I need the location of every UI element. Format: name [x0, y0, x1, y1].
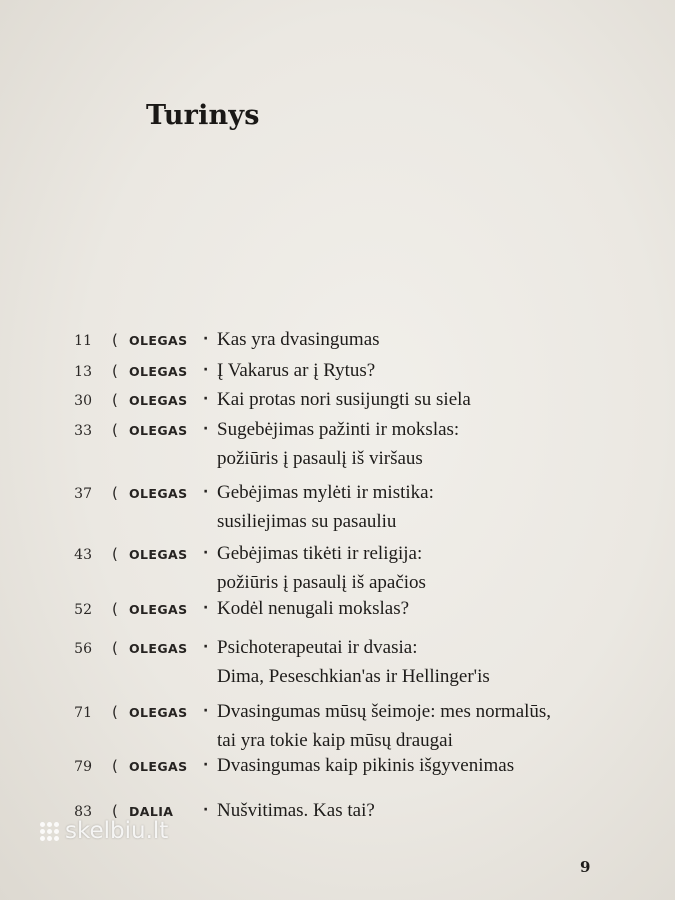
toc-entry-title: požiūris į pasaulį iš apačios — [217, 572, 426, 593]
toc-page-number: 71 — [74, 705, 92, 721]
toc-page-number: 30 — [74, 393, 92, 409]
toc-author: OLEGAS — [129, 393, 188, 408]
toc-entry-title: Dvasingumas kaip pikinis išgyvenimas — [217, 755, 515, 776]
toc-entry-title: Kas yra dvasingumas — [217, 329, 380, 350]
toc-paren: ( — [112, 421, 118, 439]
toc-separator: · — [203, 484, 209, 500]
contents-title: Turinys — [146, 100, 260, 131]
toc-paren: ( — [112, 703, 118, 721]
toc-entry-title: Nušvitimas. Kas tai? — [217, 800, 375, 821]
toc-separator: · — [203, 545, 209, 561]
toc-page-number: 13 — [74, 364, 92, 380]
toc-paren: ( — [112, 545, 118, 563]
toc-entry-title: Gebėjimas tikėti ir religija: — [217, 543, 423, 564]
toc-entry-title: Dima, Peseschkian'as ir Hellinger'is — [217, 666, 490, 687]
toc-page-number: 37 — [74, 486, 92, 502]
watermark-logo-icon — [40, 822, 59, 841]
toc-page-number: 33 — [74, 423, 92, 439]
toc-entry-title: Kai protas nori susijungti su siela — [217, 389, 471, 410]
toc-entry-title: Sugebėjimas pažinti ir mokslas: — [217, 419, 460, 440]
toc-page-number: 11 — [74, 333, 92, 349]
toc-separator: · — [203, 757, 209, 773]
toc-entry-title: Gebėjimas mylėti ir mistika: — [217, 482, 434, 503]
toc-author: OLEGAS — [129, 486, 188, 501]
toc-entry-title: Kodėl nenugali mokslas? — [217, 598, 410, 619]
toc-author: OLEGAS — [129, 602, 188, 617]
toc-paren: ( — [112, 331, 118, 349]
toc-paren: ( — [112, 391, 118, 409]
toc-separator: · — [203, 600, 209, 616]
toc-entry-title: Į Vakarus ar į Rytus? — [217, 360, 376, 381]
watermark-text: skelbiu.lt — [65, 818, 169, 844]
toc-separator: · — [203, 362, 209, 378]
toc-author: OLEGAS — [129, 364, 188, 379]
toc-page-number: 83 — [74, 804, 92, 820]
toc-author: DALIA — [129, 804, 174, 819]
toc-entry-title: Dvasingumas mūsų šeimoje: mes normalūs, — [217, 701, 552, 722]
page-number: 9 — [580, 858, 591, 876]
toc-separator: · — [203, 703, 209, 719]
toc-entry-title: požiūris į pasaulį iš viršaus — [217, 448, 423, 469]
toc-paren: ( — [112, 600, 118, 618]
toc-page-number: 52 — [74, 602, 92, 618]
toc-author: OLEGAS — [129, 423, 188, 438]
toc-paren: ( — [112, 484, 118, 502]
toc-author: OLEGAS — [129, 547, 188, 562]
toc-page-number: 56 — [74, 641, 92, 657]
toc-author: OLEGAS — [129, 759, 188, 774]
watermark — [40, 818, 168, 844]
toc-paren: ( — [112, 757, 118, 775]
toc-author: OLEGAS — [129, 641, 188, 656]
toc-paren: ( — [112, 362, 118, 380]
toc-page-number: 43 — [74, 547, 92, 563]
toc-page-number: 79 — [74, 759, 92, 775]
toc-author: OLEGAS — [129, 705, 188, 720]
toc-paren: ( — [112, 639, 118, 657]
toc-separator: · — [203, 391, 209, 407]
toc-entry-title: Psichoterapeutai ir dvasia: — [217, 637, 418, 658]
toc-separator: · — [203, 639, 209, 655]
toc-separator: · — [203, 802, 209, 818]
toc-paren: ( — [112, 802, 118, 820]
toc-author: OLEGAS — [129, 333, 188, 348]
toc-entry-title: susiliejimas su pasauliu — [217, 511, 397, 532]
toc-entry-title: tai yra tokie kaip mūsų draugai — [217, 730, 453, 751]
toc-separator: · — [203, 421, 209, 437]
toc-separator: · — [203, 331, 209, 347]
